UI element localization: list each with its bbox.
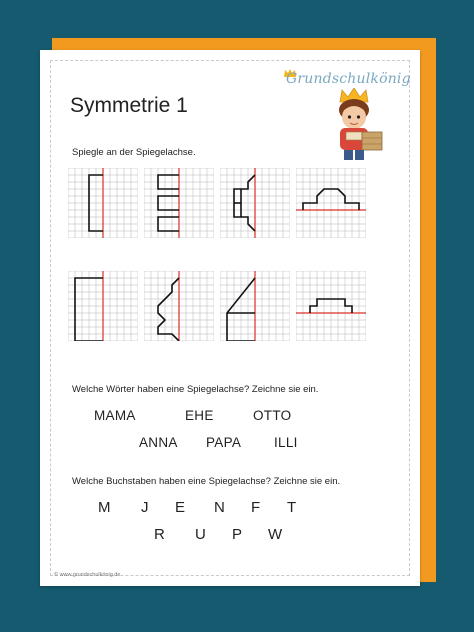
letter-item[interactable]: E (175, 499, 186, 516)
letter-item[interactable]: W (268, 526, 283, 543)
mirror-grid-6[interactable] (144, 271, 214, 341)
mirror-grid-5[interactable] (68, 271, 138, 341)
letter-item[interactable]: N (214, 499, 225, 516)
task2-instruction: Welche Wörter haben eine Spiegelachse? Zeichne sie ein. (72, 384, 319, 395)
word-item[interactable]: PAPA (206, 435, 242, 450)
word-item[interactable]: OTTO (253, 408, 292, 423)
mirror-grid-3[interactable] (220, 168, 290, 238)
word-item[interactable]: ANNA (139, 435, 178, 450)
letter-item[interactable]: F (251, 499, 261, 516)
footer-copyright: © www.grundschulkönig.de (54, 572, 121, 578)
letter-item[interactable]: J (141, 499, 149, 516)
mirror-grid-1[interactable] (68, 168, 138, 238)
mirror-grid-2[interactable] (144, 168, 214, 238)
page-title: Symmetrie 1 (70, 94, 188, 117)
mirror-grid-8[interactable] (296, 271, 366, 341)
worksheet (40, 50, 420, 586)
mirror-grid-4[interactable] (296, 168, 366, 238)
letter-item[interactable]: M (98, 499, 111, 516)
letter-item[interactable]: R (154, 526, 165, 543)
letter-item[interactable]: P (232, 526, 243, 543)
mirror-grid-7[interactable] (220, 271, 290, 341)
word-item[interactable]: MAMA (94, 408, 136, 423)
letter-item[interactable]: T (287, 499, 297, 516)
king-mascot-icon (326, 88, 384, 167)
letter-item[interactable]: U (195, 526, 206, 543)
grid-lines (296, 271, 366, 341)
word-item[interactable]: EHE (185, 408, 214, 423)
brand-logo: Grundschulkönig (286, 71, 411, 87)
word-item[interactable]: ILLI (274, 435, 298, 450)
task1-instruction: Spiegle an der Spiegelachse. (72, 147, 196, 158)
figure-shape (158, 278, 179, 341)
task3-instruction: Welche Buchstaben haben eine Spiegelachse? Zeichne sie ein. (72, 476, 341, 487)
